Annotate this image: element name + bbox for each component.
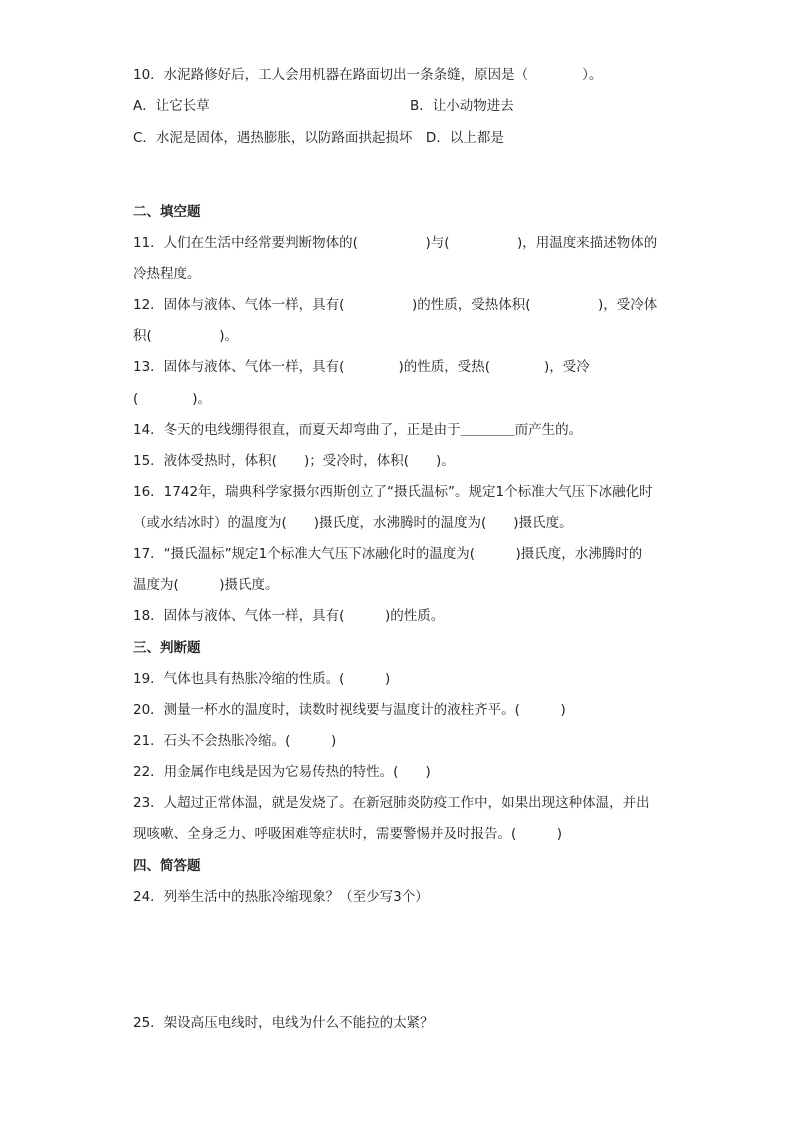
- question-24: 24．列举生活中的热胀冷缩现象？（至少写3个）: [133, 889, 429, 905]
- question-13-line-1: 13．固体与液体、气体一样，具有( )的性质，受热( )，受冷: [133, 359, 590, 375]
- question-16-line-1: 16．1742年，瑞典科学家摄尔西斯创立了“摄氏温标”。规定1个标准大气压下冰融化时: [133, 484, 653, 500]
- question-25: 25．架设高压电线时，电线为什么不能拉的太紧？: [133, 1015, 434, 1031]
- question-16-line-2: （或水结冰时）的温度为( )摄氏度，水沸腾时的温度为( )摄氏度。: [133, 515, 573, 531]
- question-15: 15．液体受热时，体积( )；受冷时，体积( )。: [133, 453, 455, 469]
- question-23-line-2: 现咳嗽、全身乏力、呼吸困难等症状时，需要警惕并及时报告。( ): [133, 826, 563, 842]
- question-18: 18．固体与液体、气体一样，具有( )的性质。: [133, 608, 445, 624]
- question-12-line-1: 12．固体与液体、气体一样，具有( )的性质，受热体积( )，受冷体: [133, 297, 658, 313]
- question-21: 21．石头不会热胀冷缩。( ): [133, 733, 337, 749]
- section-3-heading: 三、判断题: [133, 640, 201, 656]
- section-4-heading: 四、简答题: [133, 858, 201, 874]
- section-2-heading: 二、填空题: [133, 204, 201, 220]
- question-11-line-2: 冷热程度。: [133, 266, 201, 282]
- question-17-line-1: 17．“摄氏温标”规定1个标准大气压下冰融化时的温度为( )摄氏度，水沸腾时的: [133, 546, 643, 562]
- question-10-options-c-d: C．水泥是固体，遇热膨胀，以防路面拱起损坏 D．以上都是: [133, 130, 504, 146]
- question-10-option-a: A．让它长草: [133, 98, 210, 114]
- question-11-line-1: 11．人们在生活中经常要判断物体的( )与( )，用温度来描述物体的: [133, 235, 658, 251]
- question-22: 22．用金属作电线是因为它易传热的特性。( ): [133, 764, 431, 780]
- question-23-line-1: 23．人超过正常体温，就是发烧了。在新冠肺炎防疫工作中，如果出现这种体温，并出: [133, 795, 650, 811]
- question-13-line-2: ( )。: [133, 391, 212, 407]
- question-10-option-b: B．让小动物进去: [410, 98, 514, 114]
- question-19: 19．气体也具有热胀冷缩的性质。( ): [133, 671, 391, 687]
- question-10-stem: 10．水泥路修好后，工人会用机器在路面切出一条条缝，原因是（ ）。: [133, 67, 603, 83]
- question-14: 14．冬天的电线绷得很直，而夏天却弯曲了，正是由于＿＿＿＿而产生的。: [133, 422, 583, 438]
- question-12-line-2: 积( )。: [133, 328, 239, 344]
- question-17-line-2: 温度为( )摄氏度。: [133, 577, 279, 593]
- question-20: 20．测量一杯水的温度时，读数时视线要与温度计的液柱齐平。( ): [133, 702, 566, 718]
